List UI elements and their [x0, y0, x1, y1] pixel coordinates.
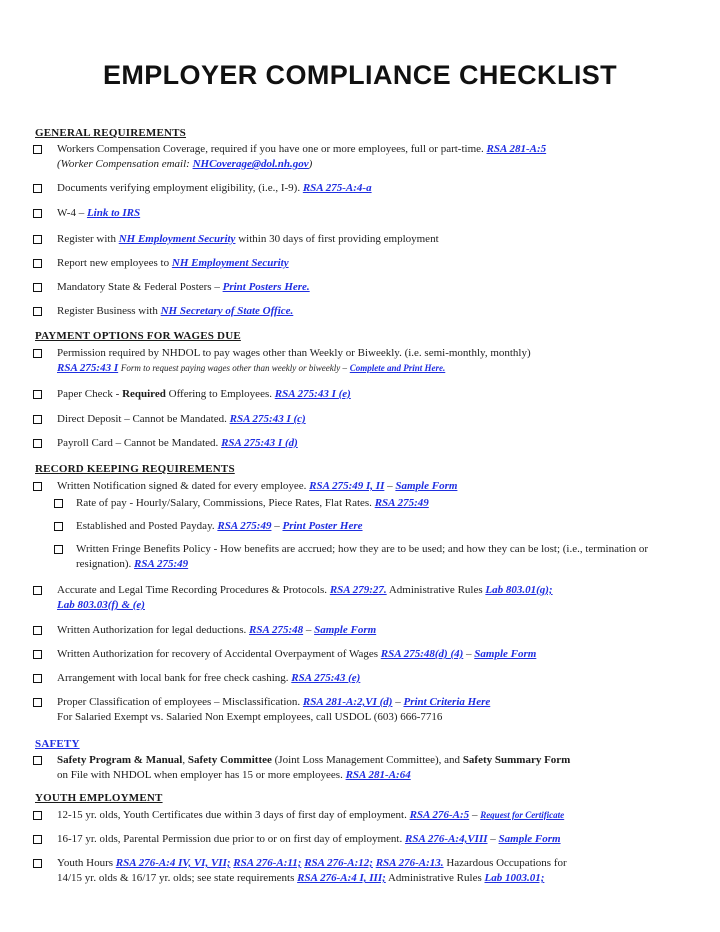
link-rsa-275-43-i[interactable]: RSA 275:43 I [57, 362, 119, 374]
checkbox[interactable] [33, 145, 42, 154]
checklist-item-check-cashing: Arrangement with local bank for free check cashing. RSA 275:43 (e) [33, 671, 695, 686]
link-rsa-275-43-i-e[interactable]: RSA 275:43 I (e) [274, 388, 351, 400]
link-complete-and-print[interactable]: Complete and Print Here. [349, 363, 446, 373]
link-sample-form[interactable]: Sample Form [498, 833, 561, 845]
link-rsa-275-49[interactable]: RSA 275:49 [134, 558, 189, 570]
link-rsa-275-48[interactable]: RSA 275:48 [249, 624, 304, 636]
checkbox[interactable] [33, 349, 42, 358]
link-irs[interactable]: Link to IRS [86, 207, 141, 219]
link-rsa-276-a-13[interactable]: RSA 276-A:13. [375, 857, 444, 869]
checklist-item-safety-program: Safety Program & Manual, Safety Committee (Joint Loss Management Committee), and Safety Summary Form on File with NHDOL when employer has 15 or more employees. RSA 281-A:64 [33, 753, 695, 783]
link-rsa-279-27[interactable]: RSA 279:27. [329, 584, 387, 596]
link-rsa-275-43-i-c[interactable]: RSA 275:43 I (c) [229, 413, 306, 425]
link-rsa-281-a-2-vi-d[interactable]: RSA 281-A:2,VI (d) [302, 696, 393, 708]
checklist-item-permission: Permission required by NHDOL to pay wages other than Weekly or Biweekly. (i.e. semi-monthly, monthly) RSA 275:43 I Form to request paying wages other than weekly or biweekly – Complete and Print Here. [33, 346, 695, 376]
link-rsa-276-a-4[interactable]: RSA 276-A:4 IV, VI, VII; [115, 857, 231, 869]
link-sample-form[interactable]: Sample Form [314, 624, 377, 636]
checklist-item-youth-hours: Youth Hours RSA 276-A:4 IV, VI, VII; RSA 276-A:11; RSA 276-A:12; RSA 276-A:13. Hazardous Occupations for 14/15 yr. olds & 16/17 yr. olds; see state requirements RSA 276-A:4 I, III; Administrative Rules Lab 1003.01; [33, 856, 695, 886]
link-nh-employment-security[interactable]: NH Employment Security [118, 233, 236, 245]
checkbox[interactable] [54, 522, 63, 531]
section-heading-record-keeping: RECORD KEEPING REQUIREMENTS [35, 463, 235, 475]
link-secretary-of-state[interactable]: NH Secretary of State Office. [160, 305, 294, 317]
checklist-item-w4: W-4 – Link to IRS [33, 206, 695, 221]
checklist-item-register-business: Register Business with NH Secretary of State Office. [33, 304, 695, 319]
checkbox[interactable] [33, 184, 42, 193]
checkbox[interactable] [33, 415, 42, 424]
page-bottom-edge [0, 908, 720, 932]
checkbox[interactable] [33, 674, 42, 683]
checklist-item-payroll-card: Payroll Card – Cannot be Mandated. RSA 275:43 I (d) [33, 436, 695, 451]
link-lab-803-01-g[interactable]: Lab 803.01(g); [485, 584, 553, 596]
link-rsa-275-48-d-4[interactable]: RSA 275:48(d) (4) [380, 648, 464, 660]
checklist-item-deductions: Written Authorization for legal deductions. RSA 275:48 – Sample Form [33, 623, 695, 638]
link-rsa-275-49[interactable]: RSA 275:49 I, II [309, 480, 385, 492]
link-rsa-276-a-11[interactable]: RSA 276-A:11; [233, 857, 302, 869]
link-nhcoverage-email[interactable]: NHCoverage@dol.nh.gov [192, 158, 309, 170]
link-rsa-275-43-e[interactable]: RSA 275:43 (e) [291, 672, 361, 684]
link-rsa-275-49[interactable]: RSA 275:49 [217, 520, 272, 532]
checkbox[interactable] [33, 859, 42, 868]
link-rsa-281-a-64[interactable]: RSA 281-A:64 [345, 769, 411, 781]
checklist-item-documents: Documents verifying employment eligibility, (i.e., I-9). RSA 275-A:4-a [33, 181, 695, 196]
section-heading-safety[interactable]: SAFETY [35, 738, 80, 750]
link-rsa-276-a-12[interactable]: RSA 276-A:12; [304, 857, 373, 869]
section-heading-youth: YOUTH EMPLOYMENT [35, 792, 163, 804]
link-request-certificate[interactable]: Request for Certificate [480, 810, 565, 820]
link-lab-1003-01[interactable]: Lab 1003.01; [484, 872, 545, 884]
link-rsa-281-a-5[interactable]: RSA 281-A:5 [486, 143, 547, 155]
checklist-item-youth-certificates: 12-15 yr. olds, Youth Certificates due within 3 days of first day of employment. RSA 276-A:5 – Request for Certificate [33, 808, 695, 823]
link-print-posters[interactable]: Print Posters Here. [222, 281, 310, 293]
link-sample-form[interactable]: Sample Form [395, 480, 458, 492]
checklist-item-time-recording: Accurate and Legal Time Recording Procedures & Protocols. RSA 279:27. Administrative Rules Lab 803.01(g); Lab 803.03(f) & (e) [33, 583, 695, 613]
link-sample-form[interactable]: Sample Form [474, 648, 537, 660]
checkbox[interactable] [33, 482, 42, 491]
link-lab-803-03[interactable]: Lab 803.03(f) & (e) [57, 599, 145, 611]
link-print-poster[interactable]: Print Poster Here [282, 520, 363, 532]
page-title: EMPLOYER COMPLIANCE CHECKLIST [102, 60, 618, 90]
checkbox[interactable] [54, 545, 63, 554]
link-rsa-275-49[interactable]: RSA 275:49 [374, 497, 429, 509]
link-rsa-275-43-i-d[interactable]: RSA 275:43 I (d) [221, 437, 298, 449]
checkbox[interactable] [33, 439, 42, 448]
checkbox[interactable] [33, 756, 42, 765]
checklist-item-posters: Mandatory State & Federal Posters – Print Posters Here. [33, 280, 695, 295]
checklist-subitem-payday: Established and Posted Payday. RSA 275:49 – Print Poster Here [54, 519, 694, 534]
checkbox[interactable] [33, 235, 42, 244]
checkbox[interactable] [33, 835, 42, 844]
checkbox[interactable] [33, 586, 42, 595]
section-heading-general: GENERAL REQUIREMENTS [35, 127, 187, 139]
link-rsa-275-a-4-a[interactable]: RSA 275-A:4-a [302, 182, 372, 194]
checklist-item-overpayment: Written Authorization for recovery of Accidental Overpayment of Wages RSA 275:48(d) (4) – Sample Form [33, 647, 695, 662]
checkbox[interactable] [54, 499, 63, 508]
checklist-item-register-employment: Register with NH Employment Security within 30 days of first providing employment [33, 232, 695, 247]
checklist-item-direct-deposit: Direct Deposit – Cannot be Mandated. RSA 275:43 I (c) [33, 412, 695, 427]
link-rsa-276-a-4-i-iii[interactable]: RSA 276-A:4 I, III; [297, 872, 386, 884]
link-nh-employment-security[interactable]: NH Employment Security [171, 257, 289, 269]
checkbox[interactable] [33, 698, 42, 707]
checkbox[interactable] [33, 283, 42, 292]
checklist-item-classification: Proper Classification of employees – Misclassification. RSA 281-A:2,VI (d) – Print Criteria Here For Salaried Exempt vs. Salaried Non Exempt employees, call USDOL (603) 666-7716 [33, 695, 695, 725]
checklist-item-report-new-employees: Report new employees to NH Employment Security [33, 256, 695, 271]
checkbox[interactable] [33, 307, 42, 316]
checkbox[interactable] [33, 209, 42, 218]
checklist-subitem-fringe-benefits: Written Fringe Benefits Policy - How benefits are accrued; how they are to be used; and how they can be lost; (i.e., termination or resignation). RSA 275:49 [54, 542, 694, 572]
link-rsa-276-a-5[interactable]: RSA 276-A:5 [409, 809, 470, 821]
checklist-item-parental-permission: 16-17 yr. olds, Parental Permission due prior to or on first day of employment. RSA 276-A:4,VIII – Sample Form [33, 832, 695, 847]
checkbox[interactable] [33, 259, 42, 268]
checklist-item-workers-comp: Workers Compensation Coverage, required if you have one or more employees, full or part-time. RSA 281-A:5 (Worker Compensation email: NHCoverage@dol.nh.gov) [33, 142, 695, 172]
checkbox[interactable] [33, 626, 42, 635]
checklist-item-paper-check: Paper Check - Required Offering to Employees. RSA 275:43 I (e) [33, 387, 695, 402]
checkbox[interactable] [33, 390, 42, 399]
link-rsa-276-a-4-viii[interactable]: RSA 276-A:4,VIII [404, 833, 488, 845]
checklist-subitem-rate-of-pay: Rate of pay - Hourly/Salary, Commissions, Piece Rates, Flat Rates. RSA 275:49 [54, 496, 694, 511]
link-print-criteria[interactable]: Print Criteria Here [403, 696, 491, 708]
checkbox[interactable] [33, 650, 42, 659]
section-heading-payment: PAYMENT OPTIONS FOR WAGES DUE [35, 330, 241, 342]
checkbox[interactable] [33, 811, 42, 820]
checklist-item-written-notification: Written Notification signed & dated for every employee. RSA 275:49 I, II – Sample Form [33, 479, 695, 494]
